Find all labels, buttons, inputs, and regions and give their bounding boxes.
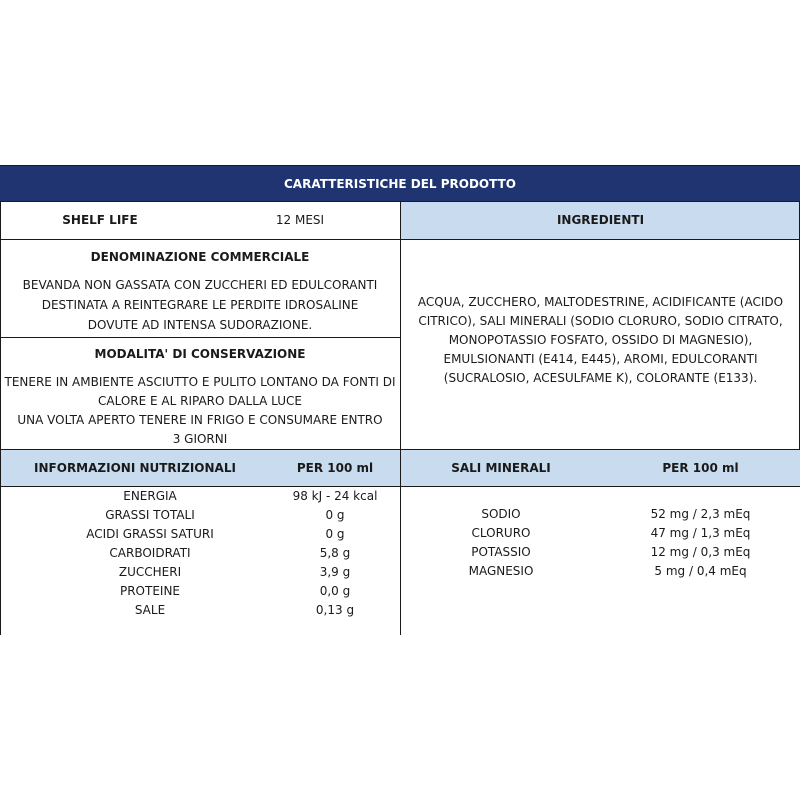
ingredienti-text: ACQUA, ZUCCHERO, MALTODESTRINE, ACIDIFICANTE (ACIDO CITRICO), SALI MINERALI (SODIO CLORURO, SODIO CITRATO, MONOPOTASSIO FOSFATO, OSSIDO DI MAGNESIO), EMULSIONANTI (E414, E445), AROMI, EDULCORANTI (SUCRALOSIO, ACESULFAME K), COLORANTE (E133). [417,295,784,385]
mineral-row-name: POTASSIO [471,545,531,559]
denominazione-text: BEVANDA NON GASSATA CON ZUCCHERI ED EDULCORANTI DESTINATA A REINTEGRARE LE PERDITE IDROSALINE DOVUTE AD INTENSA SUDORAZIONE. [22,278,378,332]
nutrition-row-value: 5,8 g [319,546,351,560]
conservazione-title: MODALITA' DI CONSERVAZIONE [94,347,306,361]
ingredienti-title: INGREDIENTI [401,202,800,239]
sheet-title: CARATTERISTICHE DEL PRODOTTO [0,165,800,202]
nutrition-row-value: 0 g [325,508,345,522]
nutrition-row-name: CARBOIDRATI [109,546,191,560]
nutrition-row-name: ENERGIA [123,489,177,503]
nutrition-row-name: PROTEINE [119,584,181,598]
nutrition-row-value: 0,13 g [315,603,355,617]
mineral-row-value: 47 mg / 1,3 mEq [650,526,751,540]
mineral-row-value: 12 mg / 0,3 mEq [650,545,751,559]
nutrition-row-value: 3,9 g [319,565,351,579]
nutrizionali-title: INFORMAZIONI NUTRIZIONALI [34,461,236,475]
nutrition-row-value: 98 kJ - 24 kcal [292,489,378,503]
conservazione-line2: UNA VOLTA APERTO TENERE IN FRIGO E CONSUMARE ENTRO 3 GIORNI [17,413,383,446]
nutrition-row-name: ACIDI GRASSI SATURI [86,527,214,541]
nutrition-row-name: ZUCCHERI [118,565,182,579]
nutrizionali-per: PER 100 ml [296,461,374,475]
mineral-row-value: 5 mg / 0,4 mEq [654,564,747,578]
divider [400,202,401,635]
mineral-row-name: MAGNESIO [468,564,534,578]
shelf-life-label: SHELF LIFE [62,213,138,227]
nutrition-row-value: 0,0 g [319,584,351,598]
sali-title: SALI MINERALI [451,461,551,475]
conservazione-line1: TENERE IN AMBIENTE ASCIUTTO E PULITO LONTANO DA FONTI DI CALORE E AL RIPARO DALLA LUCE [4,375,396,408]
divider [0,337,401,338]
mineral-row-name: CLORURO [471,526,531,540]
nutrition-row-name: SALE [134,603,166,617]
divider [0,202,1,635]
mineral-row-name: SODIO [481,507,521,521]
sali-per: PER 100 ml [662,461,739,475]
nutrition-row-name: GRASSI TOTALI [105,508,195,522]
denominazione-title: DENOMINAZIONE COMMERCIALE [90,250,310,264]
product-sheet [0,165,800,635]
nutrition-row-value: 0 g [325,527,345,541]
mineral-row-value: 52 mg / 2,3 mEq [650,507,751,521]
shelf-life-value: 12 MESI [275,213,325,227]
